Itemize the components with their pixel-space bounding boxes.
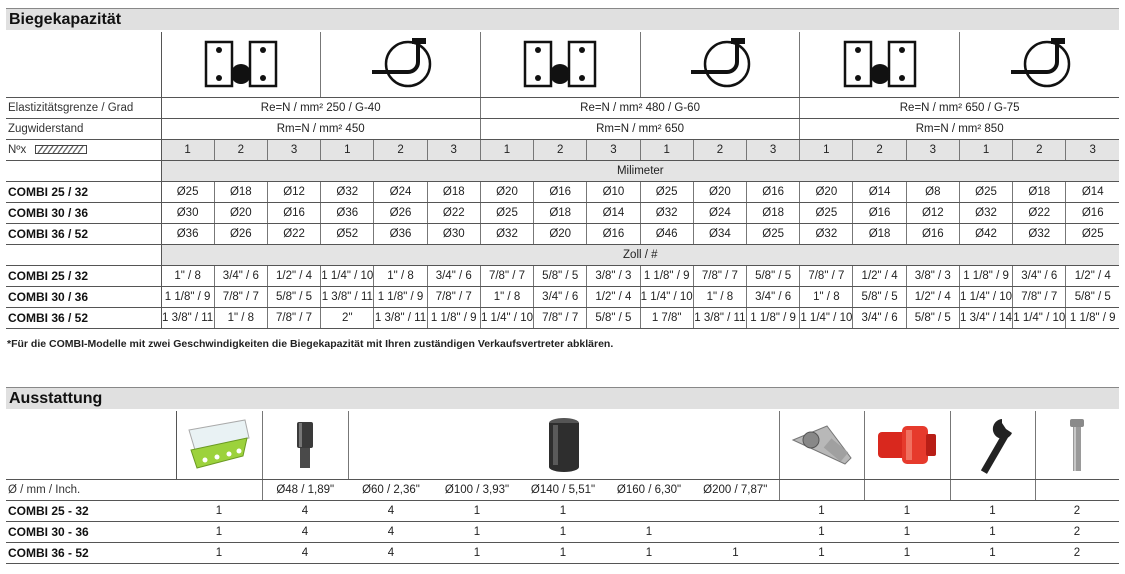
- equipment-row: [6, 521, 1119, 542]
- capacity-value: Ø24: [693, 202, 746, 223]
- equipment-qty: 1: [950, 500, 1035, 521]
- elast-value: Re=N / mm² 250 / G-40: [161, 97, 480, 118]
- wrench-icon: [950, 411, 1035, 479]
- capacity-value: 7/8" / 7: [1013, 286, 1066, 307]
- capacity-value: 1 1/8" / 9: [427, 307, 480, 328]
- capacity-row: [6, 223, 1119, 244]
- capacity-value: Ø14: [1066, 181, 1119, 202]
- capacity-value: 1 3/8" / 11: [321, 286, 374, 307]
- equipment-qty: 1: [950, 542, 1035, 563]
- capacity-value: 1 1/8" / 9: [1066, 307, 1119, 328]
- ausstattung-title: Ausstattung: [6, 387, 1119, 409]
- equipment-qty: [692, 500, 779, 521]
- capacity-value: Ø18: [747, 202, 800, 223]
- capacity-value: 7/8" / 7: [800, 265, 853, 286]
- capacity-value: Ø32: [640, 202, 693, 223]
- capacity-value: 3/4" / 6: [1013, 265, 1066, 286]
- power-plug-icon: [864, 411, 950, 479]
- draw-count-cell: 3: [267, 139, 320, 160]
- capacity-value: Ø14: [853, 181, 906, 202]
- equipment-qty: 1: [779, 542, 864, 563]
- equipment-qty: 1: [520, 521, 606, 542]
- capacity-value: 3/4" / 6: [427, 265, 480, 286]
- draw-count-cell: 1: [640, 139, 693, 160]
- equipment-qty: 2: [1035, 521, 1119, 542]
- capacity-value: Ø22: [427, 202, 480, 223]
- small-pin-icon: [262, 411, 348, 479]
- equipment-qty: 2: [1035, 542, 1119, 563]
- equipment-row: [6, 500, 1119, 521]
- capacity-value: Ø16: [267, 202, 320, 223]
- capacity-value: 1/2" / 4: [587, 286, 640, 307]
- capacity-value: 5/8" / 5: [587, 307, 640, 328]
- model-name: COMBI 25 - 32: [6, 500, 176, 521]
- capacity-value: Ø10: [587, 181, 640, 202]
- capacity-value: 7/8" / 7: [427, 286, 480, 307]
- capacity-value: 1/2" / 4: [906, 286, 959, 307]
- draw-count-cell: 1: [161, 139, 214, 160]
- zug-value: Rm=N / mm² 650: [480, 118, 799, 139]
- capacity-row: [6, 286, 1119, 307]
- bending-roll-icon: [959, 32, 1119, 97]
- capacity-value: Ø36: [161, 223, 214, 244]
- icon-row: [6, 32, 1119, 97]
- capacity-value: 3/4" / 6: [214, 265, 267, 286]
- wire-rope-icon: [35, 145, 87, 154]
- capacity-value: Ø16: [906, 223, 959, 244]
- bending-roll-icon: [640, 32, 800, 97]
- capacity-value: 1" / 8: [480, 286, 533, 307]
- elast-label: Elastizitätsgrenze / Grad: [6, 97, 161, 118]
- equipment-qty: 1: [520, 500, 606, 521]
- equipment-qty: 1: [864, 521, 950, 542]
- draw-count-cell: 3: [747, 139, 800, 160]
- capacity-value: 5/8" / 5: [747, 265, 800, 286]
- capacity-value: 1" / 8: [800, 286, 853, 307]
- capacity-value: 1 3/8" / 11: [374, 307, 427, 328]
- biegekapazitaet-table: [6, 32, 1119, 329]
- elast-value: Re=N / mm² 480 / G-60: [480, 97, 799, 118]
- capacity-value: Ø25: [747, 223, 800, 244]
- equipment-qty: 1: [950, 521, 1035, 542]
- capacity-value: 1/2" / 4: [267, 265, 320, 286]
- dimension-row: [6, 479, 1119, 500]
- capacity-value: Ø20: [534, 223, 587, 244]
- capacity-value: 1 3/4" / 14: [959, 307, 1012, 328]
- capacity-row: [6, 307, 1119, 328]
- capacity-value: Ø25: [1066, 223, 1119, 244]
- capacity-value: Ø16: [534, 181, 587, 202]
- capacity-value: 1/2" / 4: [853, 265, 906, 286]
- model-name: COMBI 30 / 36: [6, 202, 161, 223]
- equipment-qty: 1: [176, 542, 262, 563]
- draw-count-cell: 1: [321, 139, 374, 160]
- equipment-qty: 1: [606, 542, 692, 563]
- nx-label: Nºx: [8, 143, 27, 156]
- equipment-qty: 1: [434, 542, 520, 563]
- equipment-qty: 1: [864, 500, 950, 521]
- capacity-value: Ø36: [321, 202, 374, 223]
- dim-value: Ø140 / 5,51": [520, 479, 606, 500]
- equipment-qty: 1: [864, 542, 950, 563]
- equipment-qty: 1: [520, 542, 606, 563]
- capacity-value: Ø25: [959, 181, 1012, 202]
- equipment-qty: 4: [262, 500, 348, 521]
- capacity-value: Ø18: [853, 223, 906, 244]
- bending-roll-icon: [321, 32, 481, 97]
- model-name: COMBI 30 / 36: [6, 286, 161, 307]
- capacity-value: Ø16: [747, 181, 800, 202]
- capacity-value: 1" / 8: [693, 286, 746, 307]
- mm-header-row: [6, 160, 1119, 181]
- elast-value: Re=N / mm² 650 / G-75: [800, 97, 1119, 118]
- nx-label-cell: [6, 139, 161, 160]
- capacity-value: 7/8" / 7: [214, 286, 267, 307]
- capacity-value: 1 3/8" / 11: [693, 307, 746, 328]
- capacity-value: Ø30: [161, 202, 214, 223]
- draw-count-cell: 1: [959, 139, 1012, 160]
- capacity-value: 1 1/8" / 9: [640, 265, 693, 286]
- equipment-qty: 4: [348, 542, 434, 563]
- capacity-value: 5/8" / 5: [853, 286, 906, 307]
- nx-row: [6, 139, 1119, 160]
- equipment-qty: 4: [262, 542, 348, 563]
- capacity-value: 5/8" / 5: [267, 286, 320, 307]
- capacity-row: [6, 202, 1119, 223]
- dim-value: Ø48 / 1,89": [262, 479, 348, 500]
- capacity-value: Ø25: [480, 202, 533, 223]
- biegekapazitaet-title: Biegekapazität: [6, 8, 1119, 30]
- draw-count-cell: 2: [534, 139, 587, 160]
- equipment-qty: 1: [779, 500, 864, 521]
- dim-value: Ø200 / 7,87": [692, 479, 779, 500]
- equipment-qty: 1: [434, 500, 520, 521]
- bending-shoe-icon: [779, 411, 864, 479]
- draw-count-cell: 2: [214, 139, 267, 160]
- equipment-qty: 4: [262, 521, 348, 542]
- draw-count-cell: 1: [480, 139, 533, 160]
- zoll-body: [6, 265, 1119, 328]
- capacity-value: 3/4" / 6: [853, 307, 906, 328]
- model-name: COMBI 36 / 52: [6, 307, 161, 328]
- draw-count-cell: 2: [853, 139, 906, 160]
- capacity-value: Ø46: [640, 223, 693, 244]
- bending-die-icon: [800, 32, 960, 97]
- model-name: COMBI 36 / 52: [6, 223, 161, 244]
- capacity-value: Ø32: [1013, 223, 1066, 244]
- capacity-value: Ø20: [693, 181, 746, 202]
- mm-header: Milimeter: [161, 160, 1119, 181]
- capacity-value: Ø26: [374, 202, 427, 223]
- dim-value: Ø160 / 6,30": [606, 479, 692, 500]
- capacity-value: Ø25: [640, 181, 693, 202]
- capacity-row: [6, 181, 1119, 202]
- capacity-value: 1" / 8: [374, 265, 427, 286]
- capacity-value: 1/2" / 4: [1066, 265, 1119, 286]
- model-name: COMBI 25 / 32: [6, 181, 161, 202]
- equipment-qty: 1: [176, 521, 262, 542]
- capacity-row: [6, 265, 1119, 286]
- equipment-row: [6, 542, 1119, 563]
- dim-value: Ø60 / 2,36": [348, 479, 434, 500]
- capacity-value: 5/8" / 5: [906, 307, 959, 328]
- zug-label: Zugwiderstand: [6, 118, 161, 139]
- zugwiderstand-row: [6, 118, 1119, 139]
- equipment-qty: 2: [1035, 500, 1119, 521]
- capacity-value: 1 1/4" / 10: [480, 307, 533, 328]
- capacity-value: Ø32: [959, 202, 1012, 223]
- zoll-header-row: [6, 244, 1119, 265]
- capacity-value: Ø18: [534, 202, 587, 223]
- capacity-value: Ø52: [321, 223, 374, 244]
- zug-value: Rm=N / mm² 850: [800, 118, 1119, 139]
- draw-count-cell: 2: [374, 139, 427, 160]
- elastizitaet-row: [6, 97, 1119, 118]
- capacity-value: Ø20: [800, 181, 853, 202]
- capacity-value: Ø26: [214, 223, 267, 244]
- capacity-value: Ø30: [427, 223, 480, 244]
- draw-count-cell: 1: [800, 139, 853, 160]
- capacity-value: 1 1/4" / 10: [1013, 307, 1066, 328]
- capacity-value: 3/8" / 3: [906, 265, 959, 286]
- equipment-qty: 1: [434, 521, 520, 542]
- capacity-value: Ø32: [480, 223, 533, 244]
- capacity-value: 1" / 8: [214, 307, 267, 328]
- capacity-value: Ø18: [1013, 181, 1066, 202]
- capacity-value: 1 1/4" / 10: [800, 307, 853, 328]
- capacity-value: Ø42: [959, 223, 1012, 244]
- model-name: COMBI 30 - 36: [6, 521, 176, 542]
- capacity-value: Ø18: [427, 181, 480, 202]
- bolt-icon: [1035, 411, 1119, 479]
- capacity-value: Ø22: [267, 223, 320, 244]
- ausstattung-table: [6, 411, 1119, 564]
- draw-count-cell: 3: [587, 139, 640, 160]
- equipment-qty: [692, 521, 779, 542]
- equipment-qty: 1: [176, 500, 262, 521]
- capacity-value: Ø32: [321, 181, 374, 202]
- capacity-value: Ø20: [214, 202, 267, 223]
- model-name: COMBI 36 - 52: [6, 542, 176, 563]
- capacity-value: Ø8: [906, 181, 959, 202]
- capacity-value: Ø16: [587, 223, 640, 244]
- capacity-value: Ø16: [853, 202, 906, 223]
- equipment-qty: 4: [348, 521, 434, 542]
- capacity-value: Ø24: [374, 181, 427, 202]
- capacity-value: 1 1/8" / 9: [161, 286, 214, 307]
- model-name: COMBI 25 / 32: [6, 265, 161, 286]
- capacity-value: Ø12: [267, 181, 320, 202]
- capacity-value: 7/8" / 7: [267, 307, 320, 328]
- capacity-value: 1 1/4" / 10: [959, 286, 1012, 307]
- roller-icon: [348, 411, 779, 479]
- capacity-value: Ø18: [214, 181, 267, 202]
- draw-count-cell: 2: [1013, 139, 1066, 160]
- capacity-value: 7/8" / 7: [693, 265, 746, 286]
- capacity-value: Ø25: [161, 181, 214, 202]
- bending-die-icon: [480, 32, 640, 97]
- capacity-value: 2": [321, 307, 374, 328]
- capacity-value: 1 3/8" / 11: [161, 307, 214, 328]
- equipment-qty: [606, 500, 692, 521]
- capacity-value: Ø32: [800, 223, 853, 244]
- capacity-value: 3/4" / 6: [747, 286, 800, 307]
- capacity-value: 5/8" / 5: [534, 265, 587, 286]
- capacity-value: Ø16: [1066, 202, 1119, 223]
- capacity-value: 3/8" / 3: [587, 265, 640, 286]
- zoll-header: Zoll / #: [161, 244, 1119, 265]
- mm-body: [6, 181, 1119, 244]
- capacity-value: 1 1/8" / 9: [959, 265, 1012, 286]
- capacity-value: Ø25: [800, 202, 853, 223]
- dim-value: Ø100 / 3,93": [434, 479, 520, 500]
- capacity-value: Ø34: [693, 223, 746, 244]
- draw-count-cell: 2: [693, 139, 746, 160]
- capacity-value: Ø12: [906, 202, 959, 223]
- ausstattung-icon-row: [6, 411, 1119, 479]
- capacity-value: 1 1/4" / 10: [640, 286, 693, 307]
- bending-die-icon: [161, 32, 321, 97]
- ausstattung-body: [6, 500, 1119, 563]
- capacity-value: 1 1/4" / 10: [321, 265, 374, 286]
- capacity-value: 1 7/8": [640, 307, 693, 328]
- capacity-value: Ø14: [587, 202, 640, 223]
- equipment-qty: 1: [606, 521, 692, 542]
- capacity-value: 1 1/8" / 9: [747, 307, 800, 328]
- capacity-value: Ø22: [1013, 202, 1066, 223]
- capacity-value: 3/4" / 6: [534, 286, 587, 307]
- equipment-qty: 1: [779, 521, 864, 542]
- draw-count-cell: 3: [1066, 139, 1119, 160]
- footnote: *Für die COMBI-Modelle mit zwei Geschwindigkeiten die Biegekapazität mit Ihren zuständigen Verkaufsvertreter abklären.: [7, 338, 614, 350]
- capacity-value: 7/8" / 7: [480, 265, 533, 286]
- capacity-value: 1" / 8: [161, 265, 214, 286]
- draw-count-cell: 3: [906, 139, 959, 160]
- capacity-value: 5/8" / 5: [1066, 286, 1119, 307]
- capacity-value: Ø36: [374, 223, 427, 244]
- capacity-value: 1 1/8" / 9: [374, 286, 427, 307]
- equipment-qty: 4: [348, 500, 434, 521]
- tool-holder-icon: [176, 411, 262, 479]
- zug-value: Rm=N / mm² 450: [161, 118, 480, 139]
- equipment-qty: 1: [692, 542, 779, 563]
- dim-label: Ø / mm / Inch.: [6, 479, 176, 500]
- capacity-value: 7/8" / 7: [534, 307, 587, 328]
- draw-count-cell: 3: [427, 139, 480, 160]
- capacity-value: Ø20: [480, 181, 533, 202]
